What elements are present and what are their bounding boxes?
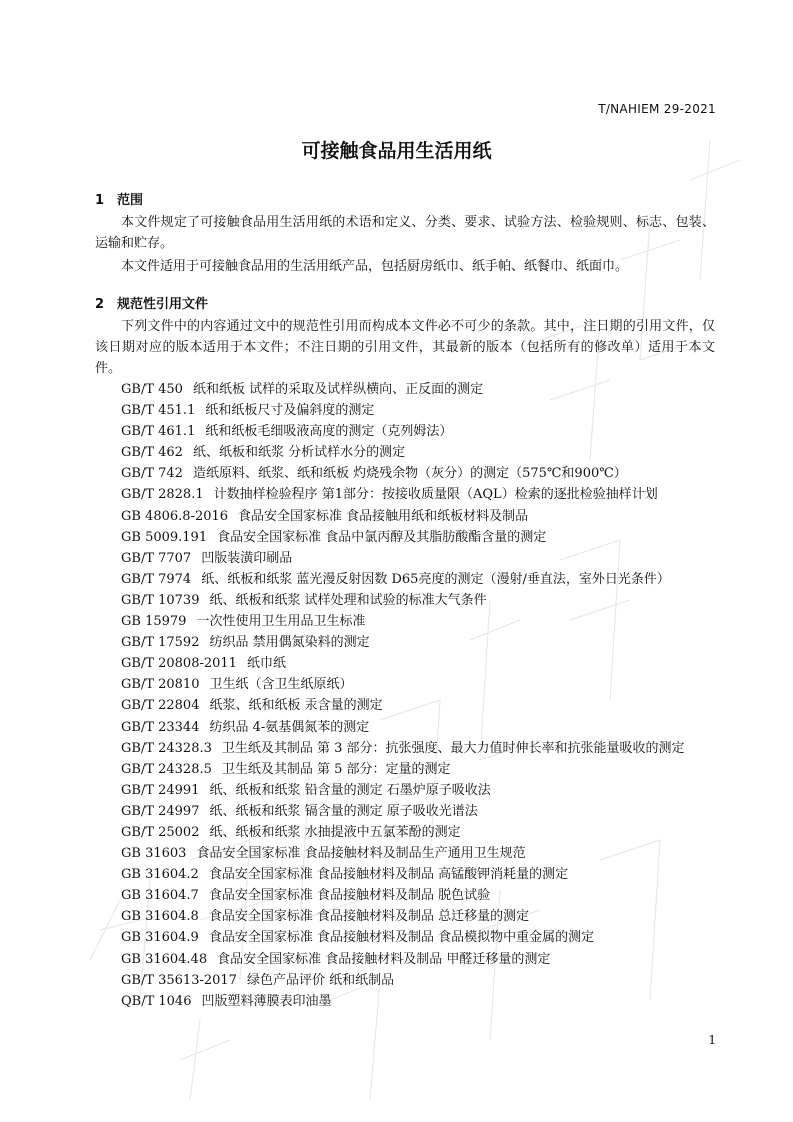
reference-code: GB 31604.9 [121,930,199,946]
reference-title: 造纸原料、纸浆、纸和纸板 灼烧残余物（灰分）的测定（575℃和900℃） [192,466,627,482]
reference-code: GB/T 23344 [121,719,200,735]
reference-code: GB 31604.2 [121,867,199,883]
reference-item [121,738,685,759]
reference-title: 纺织品 4-氨基偶氮苯的测定 [209,719,370,735]
reference-title: 凹版塑料薄膜表印油墨 [201,993,332,1009]
reference-code: GB/T 35613-2017 [121,972,237,988]
reference-item [121,970,685,991]
reference-title: 卫生纸（含卫生纸原纸） [209,677,353,693]
reference-code: GB 31604.48 [121,951,208,967]
reference-code: GB 31604.8 [121,909,199,925]
reference-item [121,632,685,653]
section-2-heading [95,293,208,312]
reference-code: GB/T 25002 [121,824,200,840]
reference-title: 食品安全国家标准 食品接触材料及制品 高锰酸钾消耗量的测定 [208,867,569,883]
document-id: T/NAHIEM 29-2021 [598,102,716,116]
reference-code: GB/T 20810 [121,677,200,693]
reference-item [121,991,685,1012]
reference-title: 纸、纸板和纸浆 分析试样水分的测定 [192,445,406,461]
reference-title: 食品安全国家标准 食品接触材料及制品 甲醛迁移量的测定 [217,951,551,967]
reference-code: GB/T 24997 [121,803,200,819]
reference-item [121,548,685,569]
reference-code: GB/T 20808-2011 [121,656,237,672]
reference-item [121,442,685,463]
reference-code: GB/T 7707 [121,550,192,566]
reference-item [121,463,685,484]
normative-references-list [121,379,685,1012]
reference-item [121,864,685,885]
reference-title: 一次性使用卫生用品卫生标准 [196,614,366,630]
reference-title: 纸巾纸 [246,656,286,672]
reference-item [121,400,685,421]
reference-title: 卫生纸及其制品 第 5 部分：定量的测定 [221,761,451,777]
reference-item [121,717,685,738]
reference-item [121,780,685,801]
reference-code: GB 5009.191 [121,529,208,545]
reference-item [121,822,685,843]
reference-item [121,885,685,906]
reference-code: GB/T 24991 [121,782,200,798]
reference-item [121,759,685,780]
reference-item [121,569,685,590]
section-1-heading [95,189,143,208]
section-1-paragraph: 本文件规定了可接触食品用生活用纸的术语和定义、分类、要求、试验方法、检验规则、标志、包装、运输和贮存。 [95,215,715,251]
reference-title: 食品安全国家标准 食品接触材料及制品 食品模拟物中重金属的测定 [208,930,595,946]
reference-title: 纸、纸板和纸浆 试样处理和试验的标准大气条件 [209,592,487,608]
reference-title: 计数抽样检验程序 第1部分：按接收质量限（AQL）检索的逐批检验抽样计划 [213,487,658,503]
reference-title: 纸、纸板和纸浆 水抽提液中五氯苯酚的测定 [209,824,461,840]
reference-code: GB/T 22804 [121,698,200,714]
reference-code: GB/T 461.1 [121,424,196,440]
reference-code: GB/T 462 [121,445,183,461]
reference-item [121,527,685,548]
section-title: 规范性引用文件 [117,297,209,312]
reference-item [121,927,685,948]
page-number: 1 [708,1033,716,1047]
reference-title: 食品安全国家标准 食品接触材料及制品 脱色试验 [208,888,491,904]
reference-item [121,379,685,400]
reference-item [121,506,685,527]
section-2-paragraph: 下列文件中的内容通过文中的规范性引用而构成本文件必不可少的条款。其中，注日期的引用文件，仅该日期对应的版本适用于本文件；不注日期的引用文件，其最新的版本（包括所有的修改单）适用于本文件。 [95,319,715,376]
reference-item [121,801,685,822]
reference-item [121,843,685,864]
reference-title: 纸、纸板和纸浆 铅含量的测定 石墨炉原子吸收法 [209,782,491,798]
reference-code: GB 15979 [121,614,187,630]
reference-code: GB/T 17592 [121,635,200,651]
reference-title: 食品安全国家标准 食品接触材料及制品生产通用卫生规范 [196,846,526,862]
reference-code: GB 31604.7 [121,888,199,904]
reference-item [121,421,685,442]
reference-title: 纸、纸板和纸浆 蓝光漫反射因数 D65亮度的测定（漫射/垂直法，室外日光条件） [201,571,670,587]
reference-item [121,653,685,674]
reference-title: 食品安全国家标准 食品接触用纸和纸板材料及制品 [238,508,529,524]
reference-title: 凹版装潢印刷品 [201,550,293,566]
reference-item [121,906,685,927]
reference-code: GB/T 450 [121,382,183,397]
reference-code: GB 4806.8-2016 [121,508,229,524]
section-number: 2 [95,297,105,312]
reference-title: 纸和纸板毛细吸液高度的测定（克列姆法） [205,424,453,440]
reference-title: 食品安全国家标准 食品中氯丙醇及其脂肪酸酯含量的测定 [217,529,547,545]
reference-code: QB/T 1046 [121,993,192,1009]
reference-item [121,674,685,695]
reference-title: 纸和纸板尺寸及偏斜度的测定 [205,403,375,419]
reference-title: 纸、纸板和纸浆 镉含量的测定 原子吸收光谱法 [209,803,478,819]
reference-code: GB/T 24328.5 [121,761,212,777]
reference-code: GB/T 451.1 [121,403,196,419]
reference-item [121,484,685,505]
reference-title: 纸浆、纸和纸板 汞含量的测定 [209,698,383,714]
reference-item [121,590,685,611]
reference-title: 纺织品 禁用偶氮染料的测定 [209,635,370,651]
reference-code: GB/T 24328.3 [121,740,212,756]
reference-item [121,611,685,632]
section-1-paragraph: 本文件适用于可接触食品用的生活用纸产品，包括厨房纸巾、纸手帕、纸餐巾、纸面巾。 [121,259,629,274]
reference-item [121,695,685,716]
reference-title: 纸和纸板 试样的采取及试样纵横向、正反面的测定 [192,382,484,397]
reference-code: GB 31603 [121,846,187,862]
reference-title: 食品安全国家标准 食品接触材料及制品 总迁移量的测定 [208,909,530,925]
reference-code: GB/T 2828.1 [121,487,204,503]
reference-code: GB/T 742 [121,466,183,482]
reference-code: GB/T 10739 [121,592,200,608]
section-number: 1 [95,193,105,208]
page-title: 可接触食品用生活用纸 [301,140,492,162]
reference-title: 卫生纸及其制品 第 3 部分：抗张强度、最大力值时伸长率和抗张能量吸收的测定 [221,740,685,756]
reference-code: GB/T 7974 [121,571,192,587]
reference-title: 绿色产品评价 纸和纸制品 [246,972,395,988]
reference-item [121,949,685,970]
section-title: 范围 [117,193,144,208]
